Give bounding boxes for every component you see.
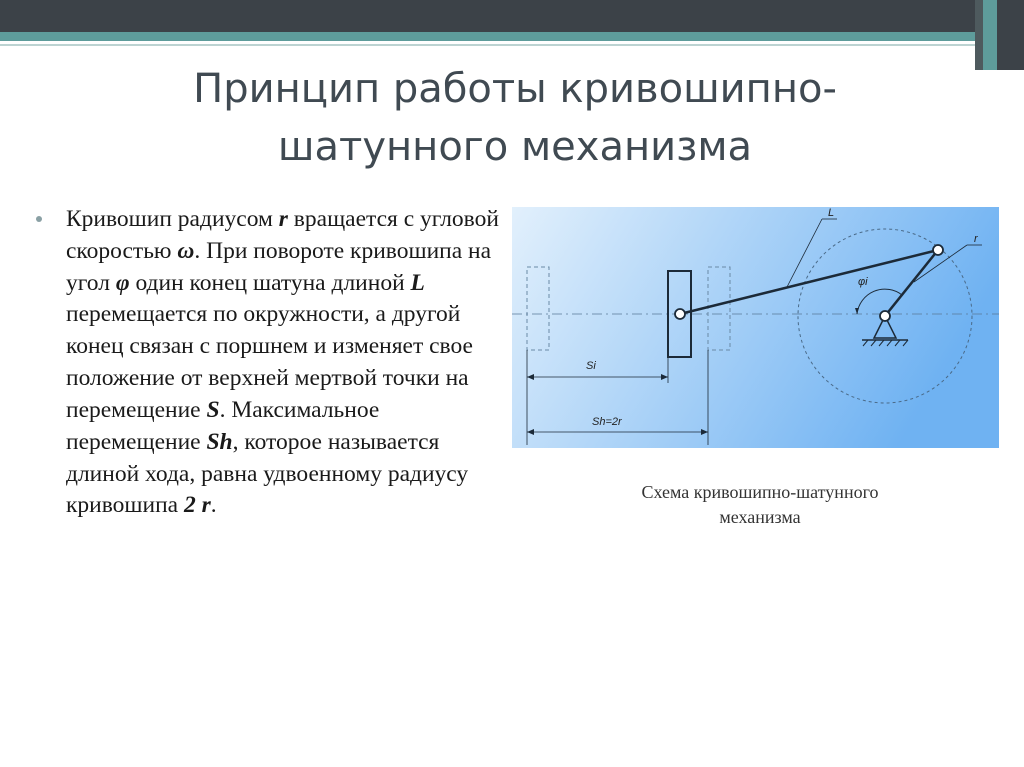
text-run: . [210, 492, 217, 519]
text-run: вращается с угловой скоростью [66, 206, 499, 264]
bullet-text [66, 204, 506, 522]
caption-line1: Схема кривошипно-шатунного [641, 482, 879, 502]
text-run: перемещается по окружности, а другой конец связан с поршнем и изменяет свое положение от верхней мертвой точки на перемещение [66, 301, 473, 423]
slide-title [150, 60, 880, 176]
label-phi: φi [858, 276, 868, 288]
label-L: L [828, 207, 835, 219]
crank-pin [933, 245, 943, 255]
symbol-r: r [278, 206, 288, 232]
text-run: . При повороте кривошипа на угол [66, 237, 492, 296]
bullet-paragraph [36, 204, 506, 522]
corner-dark-block [997, 0, 1024, 70]
caption-line2: механизма [719, 507, 801, 528]
crank-mechanism-diagram [512, 207, 999, 448]
text-run: , которое называется длиной хода, равна удвоенному радиусу кривошипа [66, 428, 469, 519]
label-s: Si [586, 360, 596, 372]
piston-pin [675, 309, 685, 319]
symbol-Sh: Sh [206, 428, 233, 455]
text-run: один конец шатуна длиной [129, 269, 411, 296]
label-r: r [974, 233, 978, 245]
slide-title-line1: Принцип работы кривошипно- [193, 66, 837, 112]
top-accent-line [0, 44, 1000, 46]
bullet-icon [36, 216, 42, 222]
label-sh: Sh=2r [592, 416, 622, 428]
top-bar [0, 0, 1024, 32]
top-accent-stripe [0, 32, 1000, 41]
symbol-L: L [410, 269, 425, 296]
slide-title-line2: шатунного механизма [277, 124, 753, 170]
diagram-background [512, 207, 999, 448]
symbol-S: S [206, 396, 220, 423]
text-run: . Максимальное перемещение [66, 396, 380, 455]
text-run: Кривошип радиусом [66, 206, 279, 232]
crank-axis [880, 311, 890, 321]
symbol-omega: ω [177, 237, 195, 264]
symbol-2r: 2 r [183, 492, 211, 519]
corner-accent-mid [975, 0, 983, 70]
diagram-caption [560, 480, 960, 530]
symbol-phi: φ [115, 269, 130, 296]
